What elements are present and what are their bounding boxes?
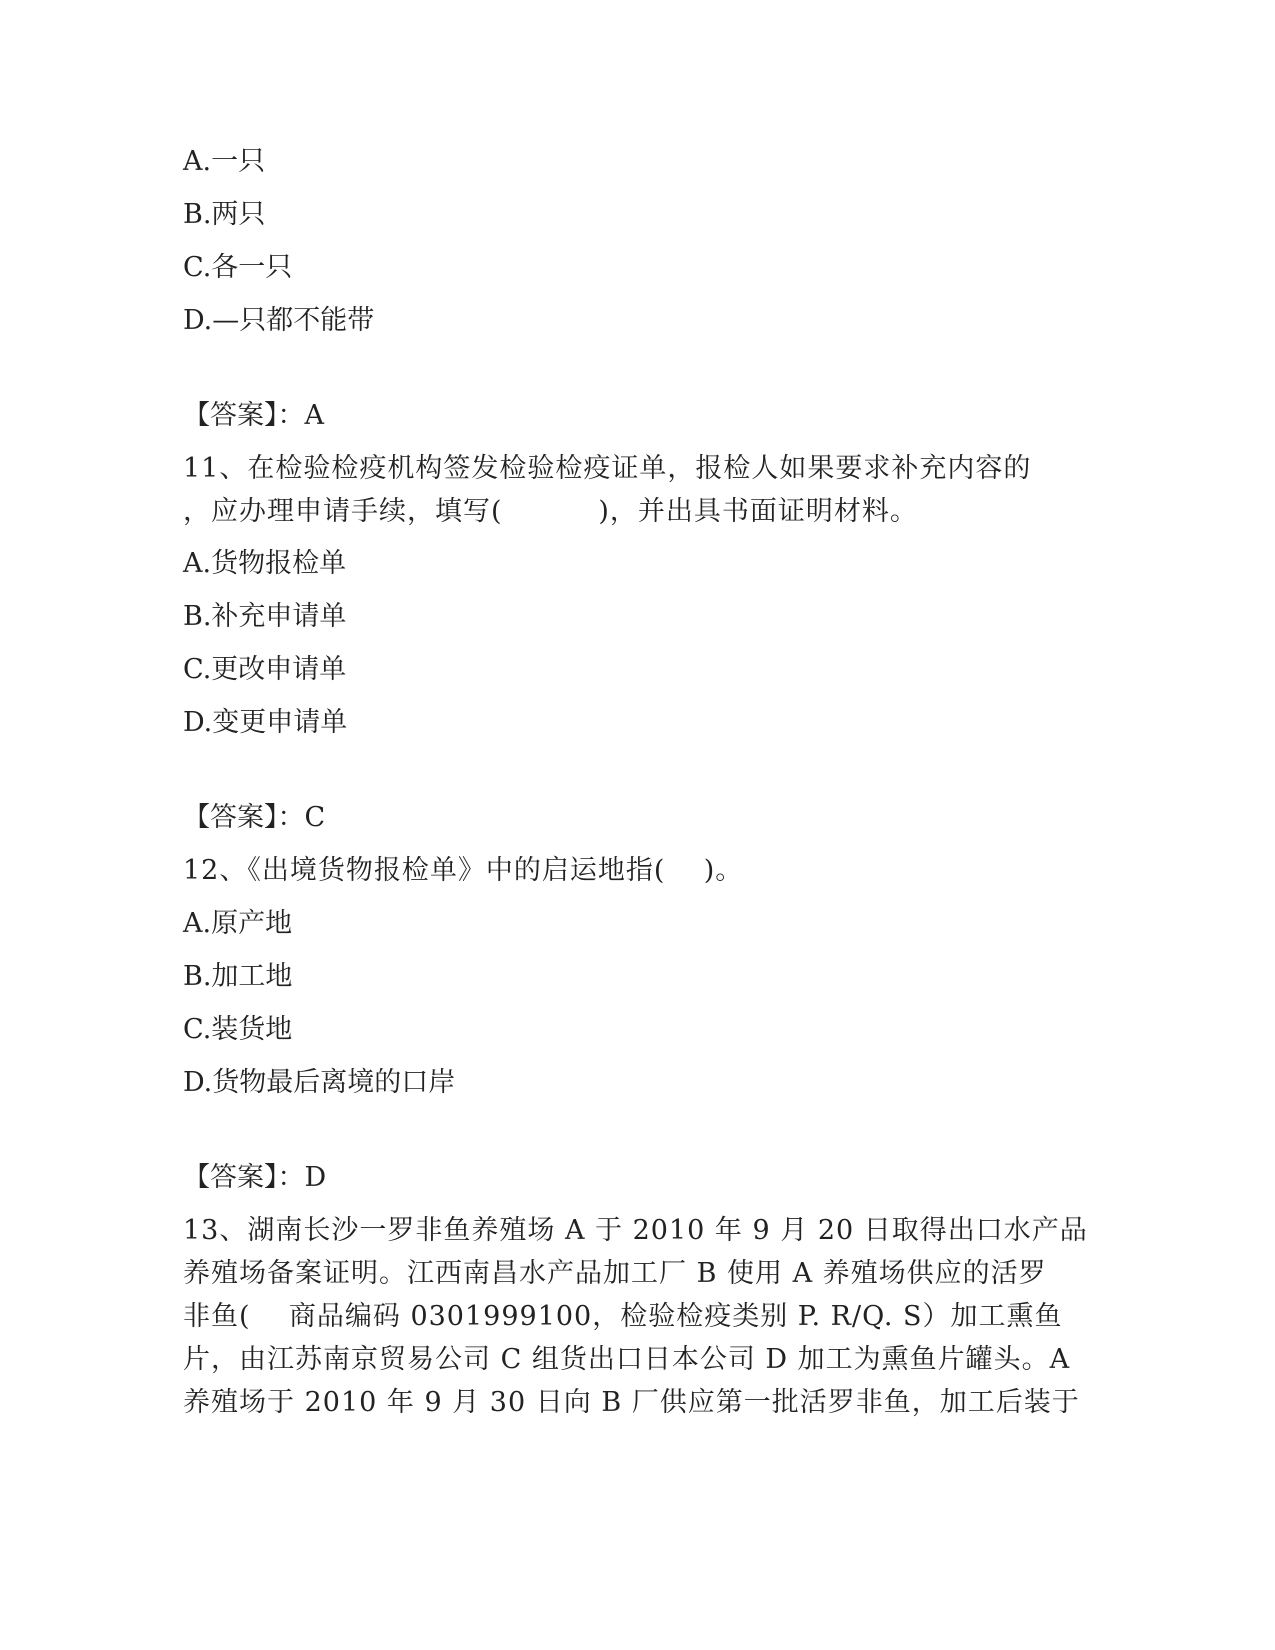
q12-option-c: C.装货地 (183, 1014, 293, 1045)
q12-option-b: B.加工地 (183, 961, 293, 992)
question-12-text: 12、《出境货物报检单》中的启运地指( )。 (183, 855, 744, 886)
q12-option-a: A.原产地 (183, 908, 293, 939)
question-13-text-line-4: 片，由江苏南京贸易公司 C 组货出口日本公司 D 加工为熏鱼片罐头。A (183, 1344, 1071, 1375)
option-a: A.一只 (183, 146, 266, 177)
question-11-text-line-1: 11、在检验检疫机构签发检验检疫证单，报检人如果要求补充内容的 (183, 453, 1032, 484)
q11-option-b: B.补充申请单 (183, 601, 347, 632)
question-13-text-line-3: 非鱼( 商品编码 0301999100，检验检疫类别 P. R/Q. S）加工熏鱼 (183, 1301, 1063, 1332)
answer-label: 【答案】：A (183, 400, 324, 431)
question-11-text-line-2: ，应办理申请手续，填写( )，并出具书面证明材料。 (183, 496, 918, 527)
q11-answer-label: 【答案】：C (183, 802, 326, 833)
q11-option-c: C.更改申请单 (183, 654, 347, 685)
question-13-text-line-2: 养殖场备案证明。江西南昌水产品加工厂 B 使用 A 养殖场供应的活罗 (183, 1258, 1047, 1289)
q12-answer-label: 【答案】：D (183, 1162, 327, 1193)
q11-option-a: A.货物报检单 (183, 548, 347, 579)
question-13-text-line-1: 13、湖南长沙一罗非鱼养殖场 A 于 2010 年 9 月 20 日取得出口水产品 (183, 1215, 1088, 1246)
option-d: D.—只都不能带 (183, 305, 375, 336)
q11-option-d: D.变更申请单 (183, 707, 348, 738)
q12-option-d: D.货物最后离境的口岸 (183, 1067, 456, 1098)
question-13-text-line-5: 养殖场于 2010 年 9 月 30 日向 B 厂供应第一批活罗非鱼，加工后装于 (183, 1387, 1080, 1418)
option-c: C.各一只 (183, 252, 293, 283)
option-b: B.两只 (183, 199, 266, 230)
